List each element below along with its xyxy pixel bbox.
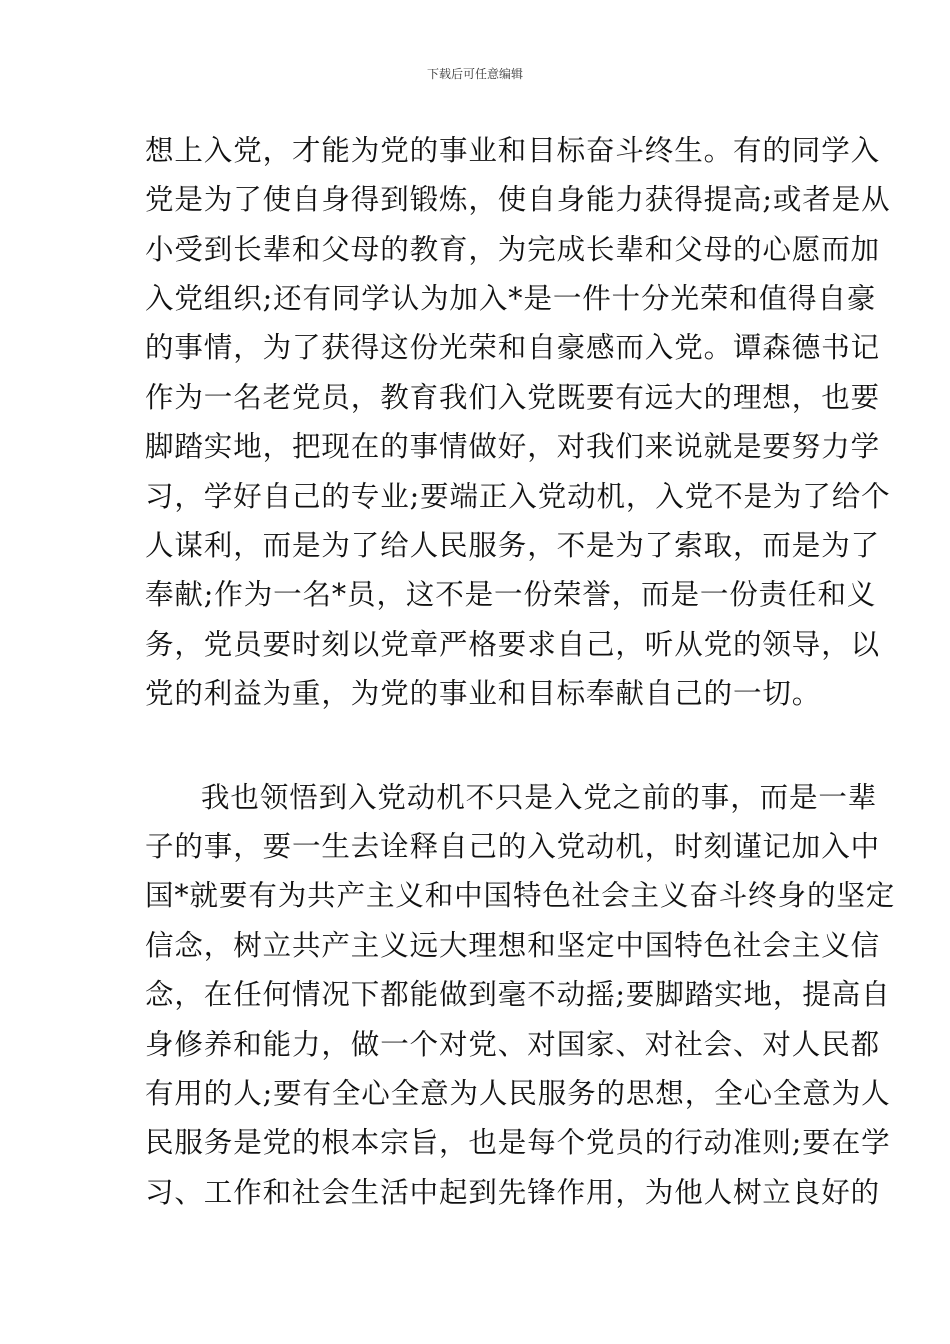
text-line: 务，党员要时刻以党章严格要求自己，听从党的领导，以 xyxy=(145,628,881,661)
text-line: 小受到长辈和父母的教育，为完成长辈和父母的心愿而加 xyxy=(145,233,881,266)
page-header: 下载后可任意编辑 xyxy=(426,67,523,81)
text-line: 有用的人;要有全心全意为人民服务的思想，全心全意为人 xyxy=(145,1077,891,1110)
text-line: 念，在任何情况下都能做到毫不动摇;要脚踏实地，提高自 xyxy=(145,978,891,1011)
text-line: 党的利益为重，为党的事业和目标奉献自己的一切。 xyxy=(145,677,822,710)
text-line: 身修养和能力，做一个对党、对国家、对社会、对人民都 xyxy=(145,1028,881,1061)
text-line: 入党组织;还有同学认为加入*是一件十分光荣和值得自豪 xyxy=(145,282,877,315)
text-line: 习、工作和社会生活中起到先锋作用，为他人树立良好的 xyxy=(145,1176,881,1209)
text-line: 子的事，要一生去诠释自己的入党动机，时刻谨记加入中 xyxy=(145,830,881,863)
text-line: 奉献;作为一名*员，这不是一份荣誉，而是一份责任和义 xyxy=(145,578,877,611)
text-line: 人谋利，而是为了给人民服务，不是为了索取，而是为了 xyxy=(145,529,881,562)
text-line: 想上入党，才能为党的事业和目标奋斗终生。有的同学入 xyxy=(145,134,881,167)
text-line: 习，学好自己的专业;要端正入党动机，入党不是为了给个 xyxy=(145,480,891,513)
text-line: 作为一名老党员，教育我们入党既要有远大的理想，也要 xyxy=(145,381,881,414)
text-line: 我也领悟到入党动机不只是入党之前的事，而是一辈 xyxy=(201,781,878,814)
text-line: 信念，树立共产主义远大理想和坚定中国特色社会主义信 xyxy=(145,929,881,962)
text-line: 脚踏实地，把现在的事情做好，对我们来说就是要努力学 xyxy=(145,430,881,463)
text-line: 党是为了使自身得到锻炼，使自身能力获得提高;或者是从 xyxy=(145,183,891,216)
text-line: 国*就要有为共产主义和中国特色社会主义奋斗终身的坚定 xyxy=(145,879,896,912)
text-line: 的事情，为了获得这份光荣和自豪感而入党。谭森德书记 xyxy=(145,331,881,364)
text-line: 民服务是党的根本宗旨，也是每个党员的行动准则;要在学 xyxy=(145,1126,891,1159)
